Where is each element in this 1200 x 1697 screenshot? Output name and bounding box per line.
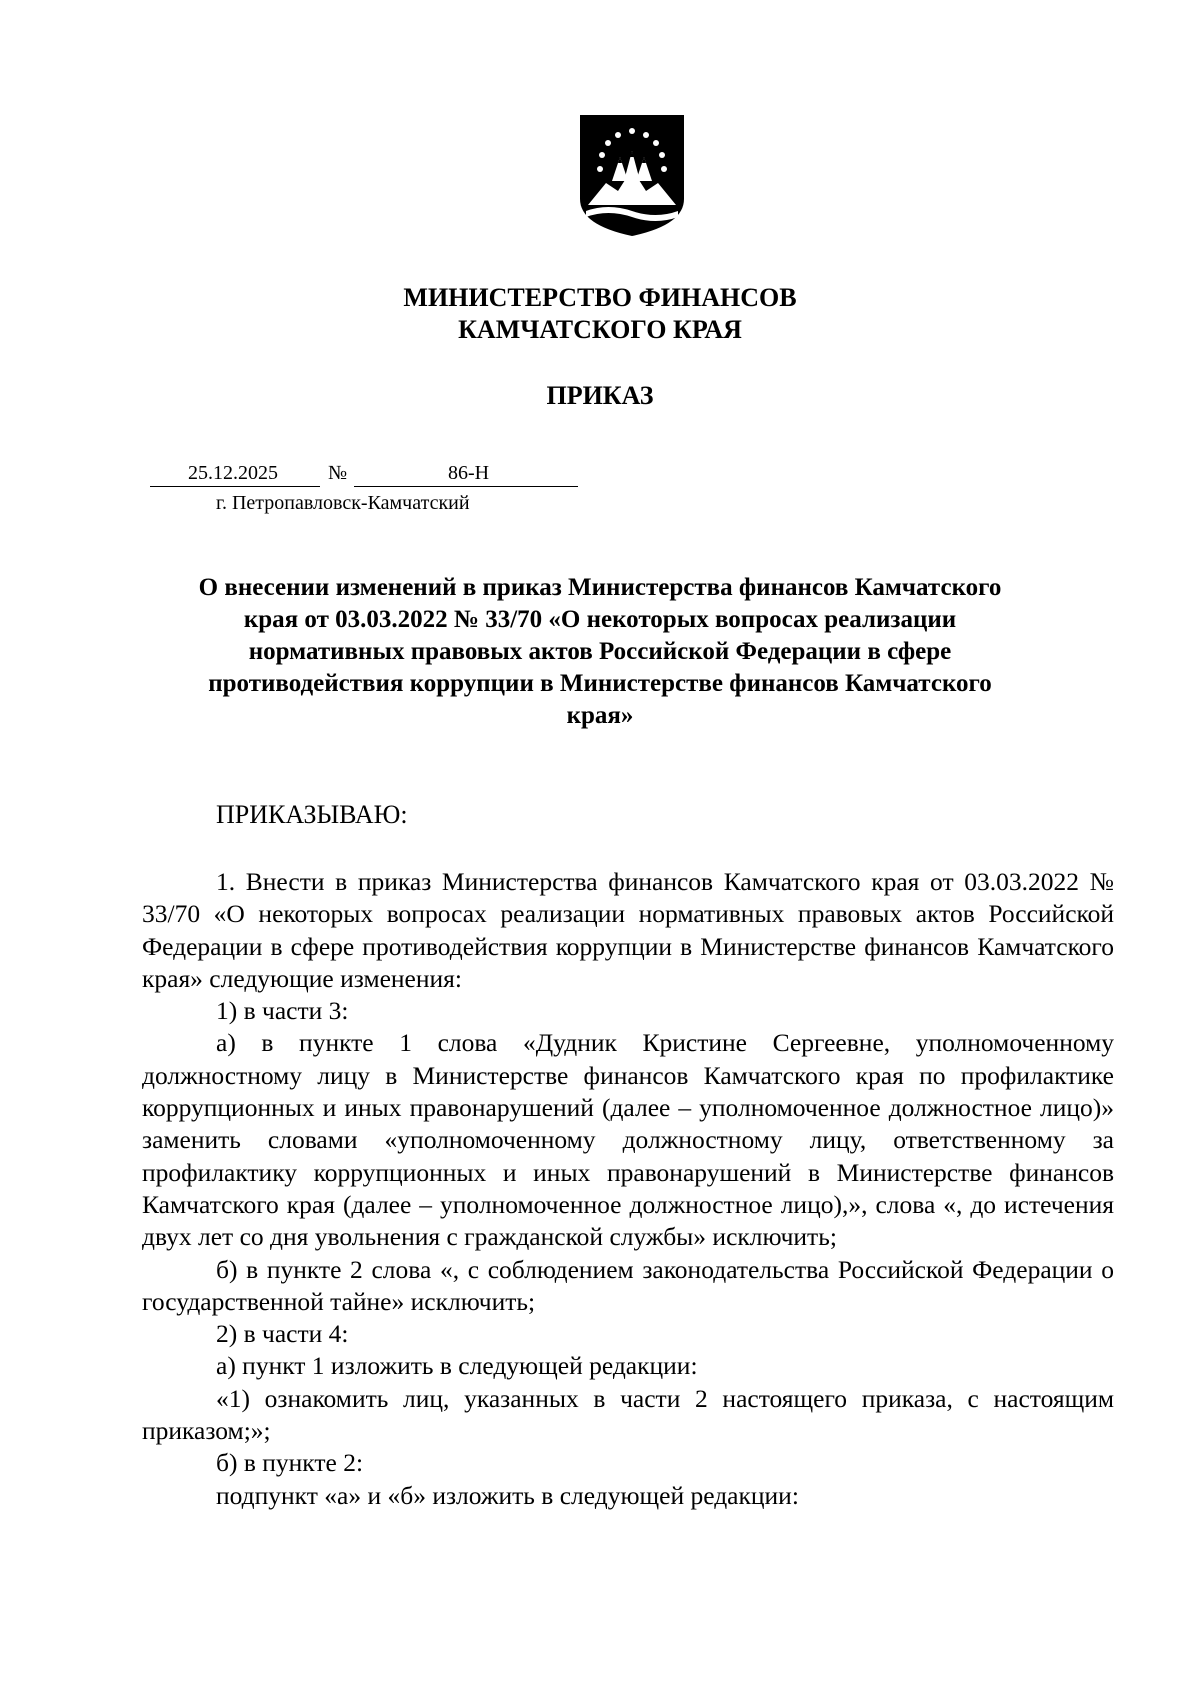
date-underline	[150, 486, 320, 487]
order-heading: ПРИКАЗ	[546, 381, 654, 410]
ministry-line-1: МИНИСТЕРСТВО ФИНАНСОВ	[403, 283, 797, 312]
body-paragraph: 2) в части 4:	[216, 1319, 349, 1349]
number-underline	[354, 486, 578, 487]
body-paragraph: а) пункт 1 изложить в следующей редакции:	[216, 1351, 698, 1381]
body-paragraph: 1. Внести в приказ Министерства финансов Камчатского края от 03.03.2022 № 33/70 «О некоторых вопросах реализации нормативных правовых актов Российской Федерации в сфере противодействия коррупции в Министерстве финансов Камчатского края» следующие изменения:	[142, 867, 1114, 993]
body-paragraph: б) в пункте 2:	[216, 1448, 364, 1478]
coat-of-arms-icon	[578, 113, 686, 238]
title-line: края от 03.03.2022 № 33/70 «О некоторых вопросах реализации	[243, 606, 957, 633]
body-paragraph: б) в пункте 2 слова «, с соблюдением законодательства Российской Федерации о государственной тайне» исключить;	[142, 1254, 1114, 1316]
order-body	[142, 866, 1114, 1512]
decree-word: ПРИКАЗЫВАЮ:	[216, 800, 408, 829]
title-line: края»	[566, 702, 634, 729]
title-line: О внесении изменений в приказ Министерства финансов Камчатского	[198, 574, 1002, 601]
body-paragraph: а) в пункте 1 слова «Дудник Кристине Сергеевне, уполномоченному должностному лицу в Министерстве финансов Камчатского края по профилактике коррупционных и иных правонарушений (далее – уполномоченное должностное лицо)» заменить словами «уполномоченному должностному лицу, ответственному за профилактику коррупционных и иных правонарушений в Министерстве финансов Камчатского края (далее – уполномоченное должностное лицо),», слова «, до истечения двух лет со дня увольнения с гражданской службы» исключить;	[142, 1028, 1114, 1252]
order-title	[130, 572, 1070, 732]
body-paragraph: «1) ознакомить лиц, указанных в части 2 настоящего приказа, с настоящим приказом;»;	[142, 1383, 1114, 1446]
title-line: противодействия коррупции в Министерстве финансов Камчатского	[208, 670, 992, 697]
order-number: 86-Н	[448, 462, 490, 484]
city-name: г. Петропавловск-Камчатский	[216, 492, 470, 514]
order-date: 25.12.2025	[188, 462, 278, 484]
title-line: нормативных правовых актов Российской Федерации в сфере	[248, 638, 952, 665]
registration-line	[150, 462, 570, 488]
number-sign: №	[328, 462, 348, 484]
ministry-line-2: КАМЧАТСКОГО КРАЯ	[458, 315, 742, 344]
ministry-name	[0, 282, 1200, 346]
body-paragraph: 1) в части 3:	[216, 996, 349, 1026]
body-paragraph: подпункт «а» и «б» изложить в следующей редакции:	[216, 1480, 799, 1510]
